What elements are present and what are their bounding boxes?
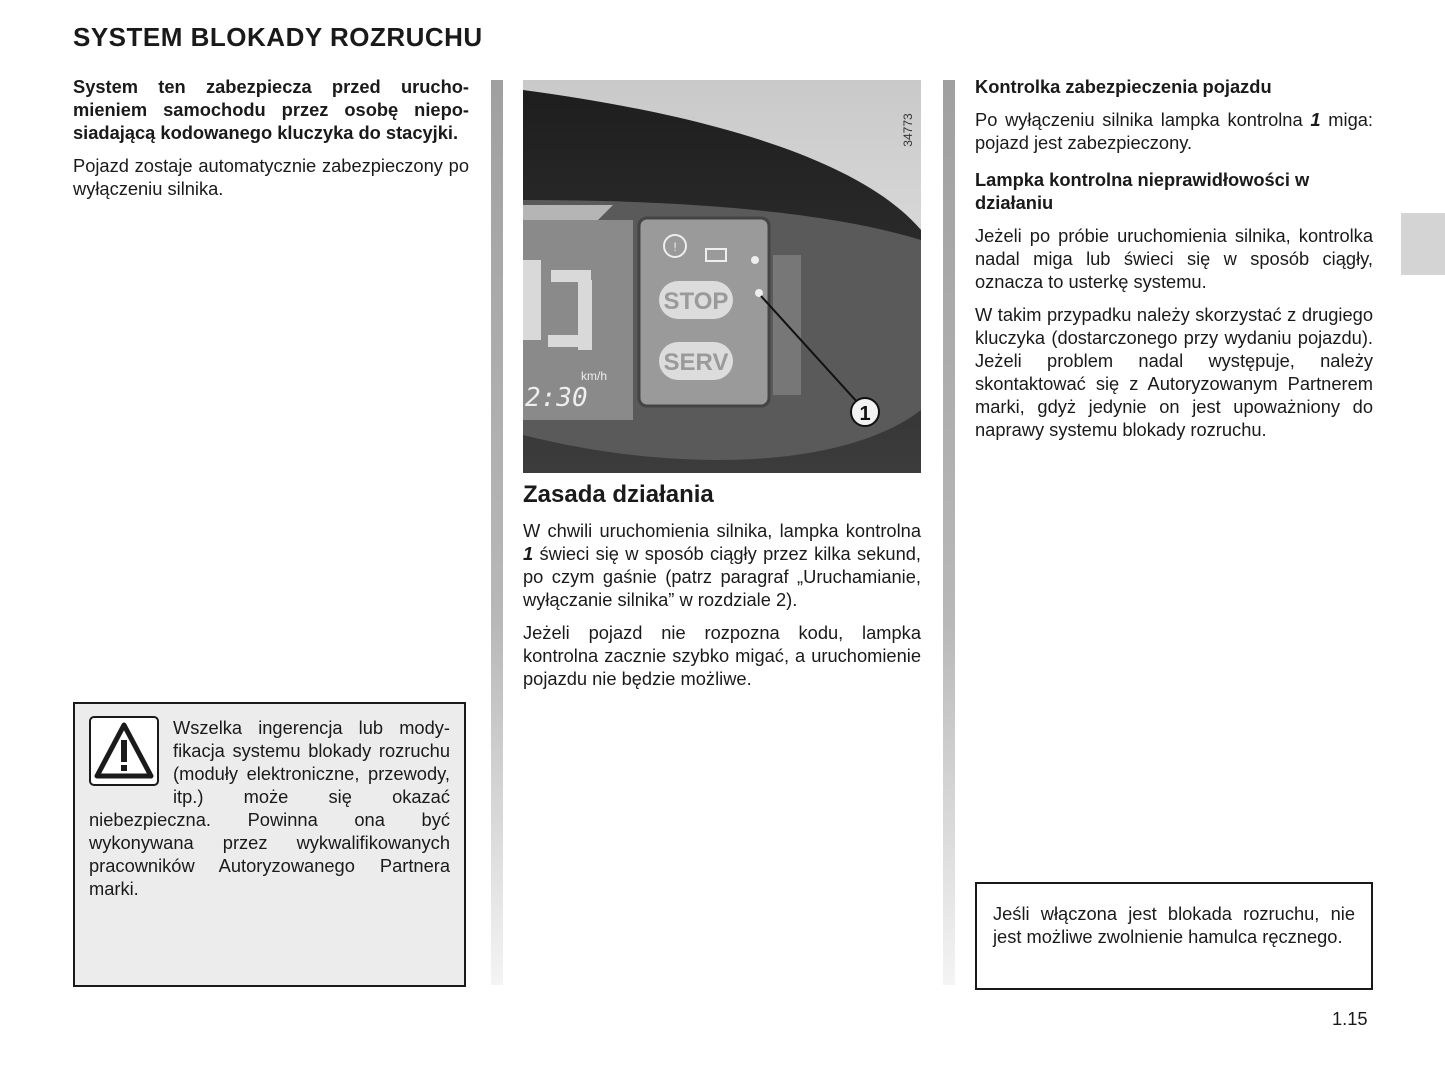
malfunction-paragraph: Jeżeli po próbie uruchomienia silnika, kontrolka nadal miga lub świeci się w sposób ciągły, oznacza to usterkę systemu. [975,225,1373,292]
left-column [73,75,469,210]
clock-display: 2:30 [525,383,588,413]
figure-reference-code: 34773 [901,113,915,147]
serv-warning-label: SERV [663,349,729,376]
principle-paragraph-1: W chwili uruchomienia silnika, lampka kontrolna 1 świeci się w sposób ciągły przez kilka sekund, po czym gaśnie (patrz paragraf „Uruchamianie, wyłączanie silnika” w rozdziale 2). [523,520,921,610]
page-title: SYSTEM BLOKADY ROZRUCHU [73,22,483,52]
subheading-security: Kontrolka zabezpieczenia pojazdu [975,76,1272,97]
second-key-paragraph: W takim przypadku należy skorzystać z drugiego kluczyka (dostarczonego przy wydaniu pojazdu). Jeżeli problem nadal występuje, należy skontaktować się z Autoryzowanym Partnerem marki, gdyż jedynie on jest upoważniony do naprawy systemu blokady rozruchu. [975,304,1373,440]
callout-number: 1 [859,403,871,425]
column-divider-left [491,80,503,985]
warning-box [73,702,466,987]
speed-unit-label: km/h [581,369,608,383]
stop-warning-label: STOP [663,288,729,315]
security-paragraph: Po wyłączeniu silnika lampka kontrolna 1 miga: pojazd jest zabezpieczony. [975,109,1373,153]
intro-paragraph: Pojazd zostaje automatycznie zabezpieczony po wyłączeniu silnika. [73,155,469,199]
note-text: Jeśli włączona jest blokada rozruchu, nie jest możliwe zwolnienie hamulca ręcznego. [993,903,1355,947]
principle-paragraph-2: Jeżeli pojazd nie rozpozna kodu, lampka kontrolna zacznie szybko migać, a uruchomienie pojazdu nie będzie możliwe. [523,622,921,689]
chapter-tab [1401,213,1445,275]
note-box [975,882,1373,990]
section-heading: Zasada działania [523,481,714,508]
middle-column [523,80,921,700]
svg-text:!: ! [673,240,677,254]
column-divider-right [943,80,955,985]
page-number: 1.15 [1332,1008,1368,1029]
intro-bold-paragraph: System ten zabezpiecza przed uruchomieniem samochodu przez osobę nieposiadającą kodowanego kluczyka do stacyjki. [73,76,469,143]
dashboard-figure [523,80,921,473]
subheading-malfunction: Lampka kontrolna nieprawidłowości w działaniu [975,169,1310,213]
warning-text: Wszelka ingerencja lub modyfikacja systemu blokady rozruchu (moduły elektroniczne, przewody, itp.) może się okazać niebezpieczna. Powinna ona być wykonywana przez wykwalifikowanych pracowników Autoryzowanego Partnera marki. [89,717,450,899]
warning-triangle-icon [89,716,159,786]
right-column [975,75,1373,451]
